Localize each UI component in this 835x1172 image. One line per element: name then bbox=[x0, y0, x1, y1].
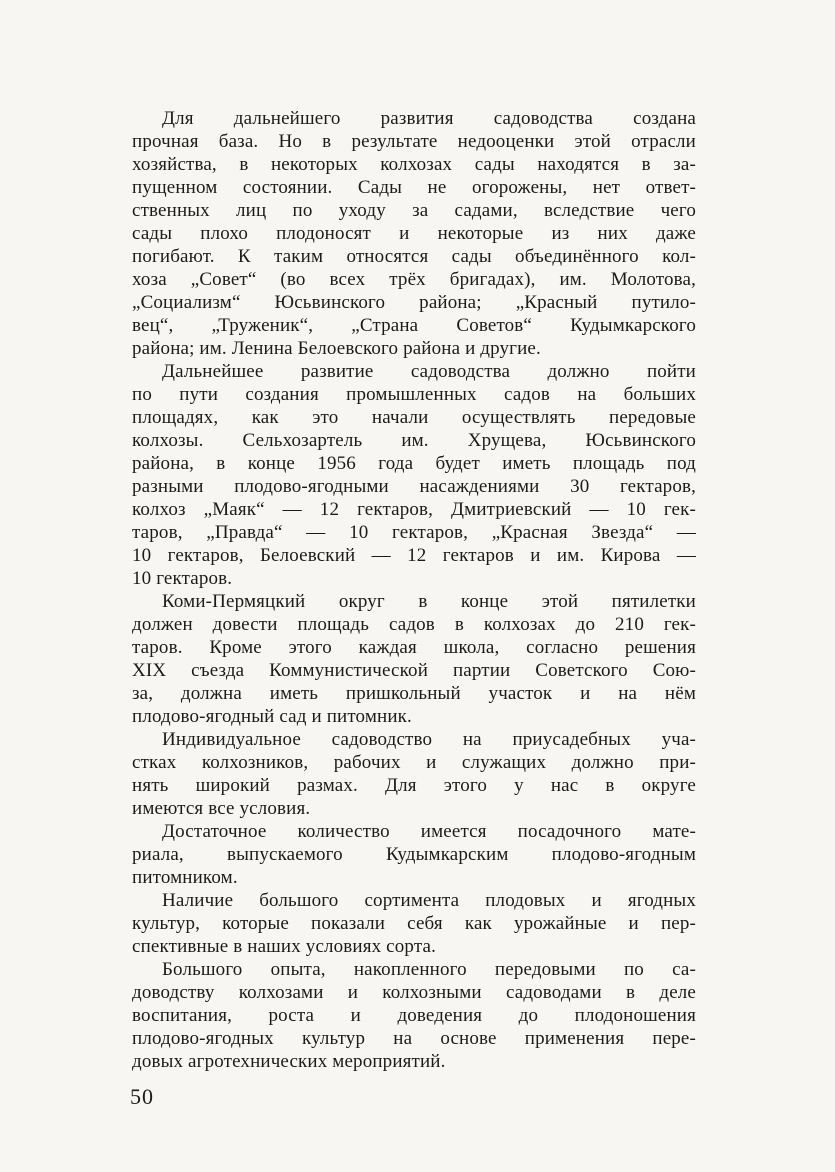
text-line: XIX съезда Коммунистической партии Советского Сою- bbox=[132, 660, 696, 681]
text-line: за, должна иметь пришкольный участок и на нём bbox=[132, 683, 696, 704]
page-number: 50 bbox=[130, 1084, 154, 1109]
text-line: вец“, „Труженик“, „Страна Советов“ Кудымкарского bbox=[132, 315, 696, 336]
text-line: ственных лиц по уходу за садами, вследствие чего bbox=[132, 200, 696, 221]
text-line: погибают. К таким относятся сады объединённого кол- bbox=[132, 246, 696, 267]
text-line: довых агротехнических мероприятий. bbox=[132, 1051, 446, 1072]
text-line: района, в конце 1956 года будет иметь площадь под bbox=[132, 453, 696, 474]
text-line: таров. Кроме этого каждая школа, согласно решения bbox=[132, 637, 696, 658]
text-line: риала, выпускаемого Кудымкарским плодово-ягодным bbox=[132, 844, 696, 865]
text-line: хоза „Совет“ (во всех трёх бригадах), им. Молотова, bbox=[132, 269, 696, 290]
text-line: площадях, как это начали осуществлять передовые bbox=[132, 407, 696, 428]
text-line: пущенном состоянии. Сады не огорожены, нет ответ- bbox=[132, 177, 696, 198]
text-line: 10 гектаров. bbox=[132, 568, 233, 589]
text-line: „Социализм“ Юсьвинского района; „Красный путило- bbox=[132, 292, 696, 313]
text-line: Индивидуальное садоводство на приусадебных уча- bbox=[162, 729, 696, 750]
text-line: спективные в наших условиях сорта. bbox=[132, 936, 436, 957]
text-line: колхозы. Сельхозартель им. Хрущева, Юсьвинского bbox=[132, 430, 696, 451]
text-line: доводству колхозами и колхозными садоводами в деле bbox=[132, 982, 696, 1003]
text-line: сады плохо плодоносят и некоторые из них даже bbox=[132, 223, 696, 244]
text-line: должен довести площадь садов в колхозах до 210 гек- bbox=[132, 614, 696, 635]
text-line: имеются все условия. bbox=[132, 798, 311, 819]
text-line: нять широкий размах. Для этого у нас в округе bbox=[132, 775, 696, 796]
text-line: плодово-ягодный сад и питомник. bbox=[132, 706, 412, 727]
text-line: Дальнейшее развитие садоводства должно пойти bbox=[162, 361, 696, 382]
text-line: культур, которые показали себя как урожайные и пер- bbox=[132, 913, 696, 934]
text-line: плодово-ягодных культур на основе применения пере- bbox=[132, 1028, 696, 1049]
text-line: Для дальнейшего развития садоводства создана bbox=[162, 108, 696, 129]
text-line: Большого опыта, накопленного передовыми по са- bbox=[162, 959, 696, 980]
text-line: питомником. bbox=[132, 867, 238, 888]
text-line: стках колхозников, рабочих и служащих должно при- bbox=[132, 752, 696, 773]
text-line: прочная база. Но в результате недооценки этой отрасли bbox=[132, 131, 696, 152]
text-line: 10 гектаров, Белоевский — 12 гектаров и им. Кирова — bbox=[132, 545, 696, 566]
text-line: воспитания, роста и доведения до плодоношения bbox=[132, 1005, 696, 1026]
text-line: Коми-Пермяцкий округ в конце этой пятилетки bbox=[162, 591, 696, 612]
text-line: Достаточное количество имеется посадочного мате- bbox=[162, 821, 696, 842]
text-line: колхоз „Маяк“ — 12 гектаров, Дмитриевский — 10 гек- bbox=[132, 499, 696, 520]
text-line: разными плодово-ягодными насаждениями 30 гектаров, bbox=[132, 476, 696, 497]
text-line: хозяйства, в некоторых колхозах сады находятся в за- bbox=[132, 154, 696, 175]
text-line: таров, „Правда“ — 10 гектаров, „Красная Звезда“ — bbox=[132, 522, 696, 543]
text-line: Наличие большого сортимента плодовых и ягодных bbox=[162, 890, 696, 911]
text-line: по пути создания промышленных садов на больших bbox=[132, 384, 696, 405]
text-line: района; им. Ленина Белоевского района и другие. bbox=[132, 338, 541, 359]
